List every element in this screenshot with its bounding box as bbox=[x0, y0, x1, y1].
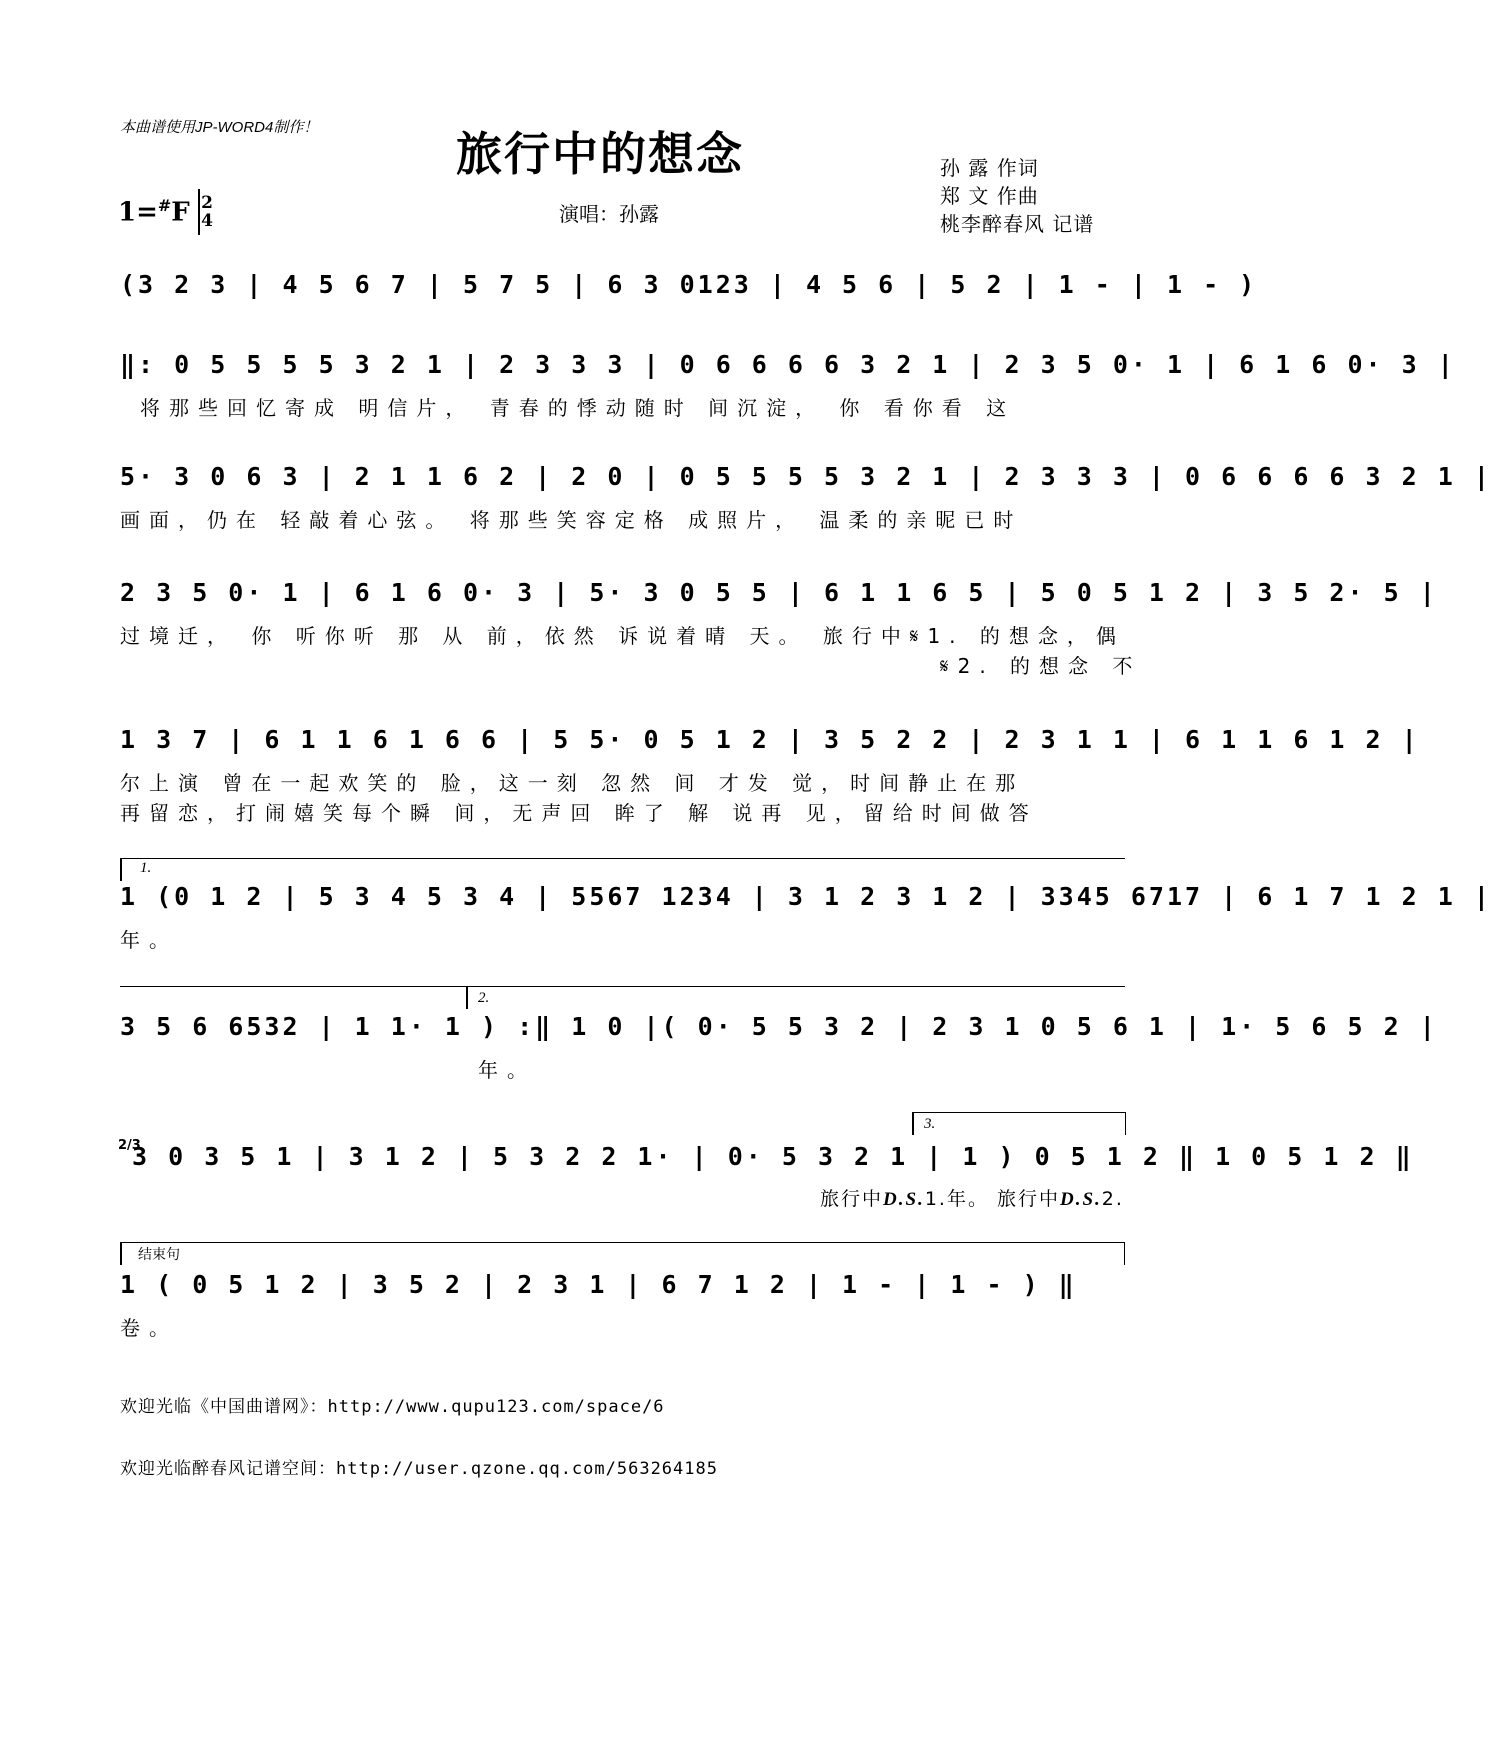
time-top: 2 bbox=[201, 193, 213, 213]
software-note: 本曲谱使用JP-WORD4制作！ bbox=[120, 119, 319, 136]
key-signature bbox=[118, 196, 190, 228]
lyricist-credit: 孙 露 作词 bbox=[940, 156, 1039, 180]
notation-line: 1 3 7 | 6 1 1 6 1 6 6 | 5 5· 0 5 1 2 | 3 5 2 2 | 2 3 1 1 | 6 1 1 6 1 2 | bbox=[120, 725, 1420, 754]
lyric-line: 过境迁， 你 听你听 那 从 前，依然 诉说着晴 天。 旅行中𝄋1. 的想念，偶 bbox=[120, 624, 1125, 648]
footer-link[interactable]: http://user.qzone.qq.com/563264185 bbox=[336, 1459, 718, 1479]
composer-credit: 郑 文 作曲 bbox=[940, 184, 1039, 208]
volta-label: 2. bbox=[478, 990, 490, 1006]
notation-line: 1 (0 1 2 | 5 3 4 5 3 4 | 5567 1234 | 3 1 2 3 1 2 | 3345 6717 | 6 1 7 1 2 1 | bbox=[120, 882, 1492, 911]
singer-credit: 演唱：孙露 bbox=[559, 202, 659, 226]
lyric-line: 再留恋，打闹嬉笑每个瞬 间，无声回 眸了 解 说再 见，留给时间做答 bbox=[120, 801, 1038, 825]
footer-line-2 bbox=[120, 1454, 718, 1479]
notation-line: 2 3 5 0· 1 | 6 1 6 0· 3 | 5· 3 0 5 5 | 6 1 1 6 5 | 5 0 5 1 2 | 3 5 2· 5 | bbox=[120, 578, 1438, 607]
footer-link[interactable]: http://www.qupu123.com/space/6 bbox=[327, 1397, 665, 1417]
footer-line-1 bbox=[120, 1392, 665, 1417]
volta-bracket bbox=[912, 1112, 1126, 1113]
key-label: 1= bbox=[118, 197, 158, 228]
staff-system bbox=[120, 725, 1420, 825]
notation-line: 1 ( 0 5 1 2 | 3 5 2 | 2 3 1 | 6 7 1 2 | 1 - | 1 - ) ‖ bbox=[120, 1270, 1077, 1299]
ds-mark: D.S. bbox=[1059, 1189, 1102, 1210]
lyric-text: 旅行中 bbox=[820, 1188, 884, 1210]
notation-line: 5· 3 0 6 3 | 2 1 1 6 2 | 2 0 | 0 5 5 5 5 3 2 1 | 2 3 3 3 | 0 6 6 6 6 3 2 1 | bbox=[120, 462, 1492, 491]
footer-text: 欢迎光临《中国曲谱网》： bbox=[120, 1397, 328, 1417]
volta-bracket bbox=[120, 858, 1125, 859]
song-title: 旅行中的想念 bbox=[456, 127, 744, 181]
transcriber-credit: 桃李醉春风 记谱 bbox=[940, 212, 1095, 236]
lyric-text: 1.年。 旅行中 bbox=[924, 1188, 1060, 1210]
ending-label: 结束句 bbox=[138, 1248, 180, 1263]
lyric-line: 将那些回忆寄成 明信片， 青春的悸动随时 间沉淀， 你 看你看 这 bbox=[140, 396, 1016, 420]
lyric-line: 年。 bbox=[120, 928, 178, 952]
time-bottom: 4 bbox=[201, 211, 213, 231]
volta-label: 3. bbox=[924, 1116, 936, 1132]
volta-bracket bbox=[120, 1242, 1125, 1243]
lyric-line: 尔上演 曾在一起欢笑的 脸，这一刻 忽然 间 才发 觉，时间静止在那 bbox=[120, 771, 1025, 795]
staff-system bbox=[120, 350, 1456, 430]
staff-system bbox=[120, 462, 1492, 542]
time-signature bbox=[198, 194, 216, 230]
lyric-line: 画面，仍在 轻敲着心弦。 将那些笑容定格 成照片， 温柔的亲昵已时 bbox=[120, 508, 1023, 532]
lyric-line: 卷。 bbox=[120, 1316, 178, 1340]
volta-bracket bbox=[120, 986, 1125, 987]
sharp-icon: # bbox=[157, 196, 172, 215]
notation-line: ‖: 0 5 5 5 5 3 2 1 | 2 3 3 3 | 0 6 6 6 6 3 2 1 | 2 3 5 0· 1 | 6 1 6 0· 3 | bbox=[120, 350, 1456, 379]
staff-system bbox=[120, 882, 1492, 962]
notation-line: 3 0 3 5 1 | 3 1 2 | 5 3 2 2 1· | 0· 5 3 2 1 | 1 ) 0 5 1 2 ‖ 1 0 5 1 2 ‖ bbox=[132, 1142, 1414, 1171]
lyric-line: 𝄋2. 的想念 不 bbox=[940, 654, 1142, 678]
staff-system bbox=[120, 1270, 1125, 1350]
staff-system bbox=[120, 1142, 1414, 1222]
footer-text: 欢迎光临醉春风记谱空间： bbox=[120, 1459, 336, 1479]
ds-mark: D.S. bbox=[883, 1189, 925, 1210]
staff-system bbox=[120, 1012, 1438, 1092]
notation-line: 3 5 6 6532 | 1 1· 1 ) :‖ 1 0 |( 0· 5 5 3 2 | 2 3 1 0 5 6 1 | 1· 5 6 5 2 | bbox=[120, 1012, 1438, 1041]
volta-label: 1. bbox=[140, 860, 152, 876]
lyric-line bbox=[820, 1184, 1124, 1211]
lyric-text: 2. bbox=[1101, 1188, 1124, 1210]
lyric-line: 年。 bbox=[478, 1058, 536, 1082]
staff-system bbox=[120, 578, 1438, 678]
staff-system bbox=[120, 270, 1258, 350]
measure-marker: 2/3 bbox=[118, 1138, 141, 1153]
notation-line: (3 2 3 | 4 5 6 7 | 5 7 5 | 6 3 0123 | 4 5 6 | 5 2 | 1 - | 1 - ) bbox=[120, 270, 1258, 299]
key-note: F bbox=[171, 197, 190, 228]
volta-bracket bbox=[466, 986, 486, 987]
